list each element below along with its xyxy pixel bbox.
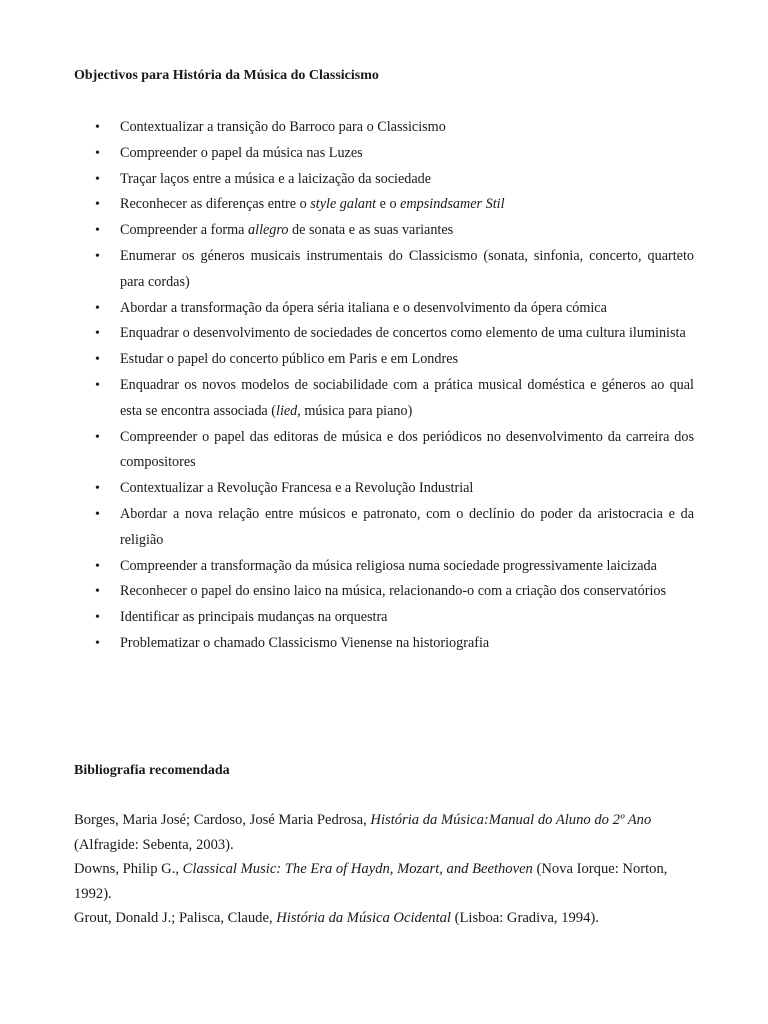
bullet-icon: • [95,171,100,187]
text-segment: Enquadrar o desenvolvimento de sociedades de concertos como elemento de uma cultura iluminista [120,325,686,342]
bullet-icon: • [95,248,100,264]
bullet-icon: • [95,300,100,316]
text-segment: Enquadrar os novos modelos de sociabilidade com a prática musical doméstica e géneros ao qual esta se encontra associada ( [120,376,694,419]
italic-text: História da Música:Manual do Aluno do 2º Ano [370,812,652,828]
text-segment: Grout, Donald J.; Palisca, Claude, [74,910,277,926]
objective-item [0,579,768,605]
text-segment: Contextualizar a transição do Barroco para o Classicismo [120,119,446,135]
objective-item [0,167,768,193]
objective-item [0,605,768,631]
bullet-icon: • [95,352,100,368]
text-segment: Downs, Philip G., [74,861,183,877]
text-segment: Borges, Maria José; Cardoso, José Maria Pedrosa, [74,812,371,828]
text-segment: (Nova Iorque: Norton, 1992). [74,861,668,902]
bullet-icon: • [95,584,100,600]
bibliography-entry [74,857,699,906]
text-segment: Enumerar os géneros musicais instrumentais do Classicismo (sonata, sinfonia, concerto, quarteto para cordas) [120,247,694,290]
text-segment: Abordar a nova relação entre músicos e patronato, com o declínio do poder da aristocracia e da religião [120,505,694,548]
text-segment: Identificar as principais mudanças na orquestra [120,609,388,626]
text-segment: Contextualizar a Revolução Francesa e a Revolução Industrial [120,480,474,497]
text-segment: Problematizar o chamado Classicismo Vienense na historiografia [120,634,490,651]
text-segment: Traçar laços entre a música e a laicização da sociedade [120,170,432,187]
text-segment: Compreender o papel das editoras de música e dos periódicos no desenvolvimento da carreira dos compositores [120,428,694,471]
bullet-icon: • [95,506,100,522]
bullet-icon: • [95,326,100,342]
objective-item [0,502,768,554]
objective-item [0,554,768,580]
objective-item [0,631,768,657]
bullet-icon: • [95,120,100,135]
italic-text: lied [276,402,298,419]
bibliography-list [74,808,699,931]
text-segment: Abordar a transformação da ópera séria italiana e o desenvolvimento da ópera cómica [120,299,607,316]
objective-item [0,373,768,425]
text-segment: Reconhecer o papel do ensino laico na música, relacionando-o com a criação dos conservatórios [120,583,667,600]
bibliography-entry [74,808,699,857]
objective-item [0,192,768,218]
objective-item [0,218,768,244]
bullet-icon: • [95,558,100,574]
objective-item [0,476,768,502]
objective-item [0,141,768,167]
text-segment: Compreender a forma [120,222,249,239]
bullet-icon: • [95,429,100,445]
objectives-list [0,115,768,657]
italic-text: allegro [248,222,289,239]
bibliography-heading: Bibliografia recomendada [74,763,230,778]
bullet-icon: • [95,635,100,651]
text-segment: Compreender a transformação da música religiosa numa sociedade progressivamente laicizada [120,557,657,574]
objective-item [0,296,768,322]
text-segment: Compreender o papel da música nas Luzes [120,144,363,161]
bullet-icon: • [95,197,100,213]
objectives-heading: Objectivos para História da Música do Classicismo [74,68,379,83]
italic-text: Classical Music: The Era of Haydn, Mozart, and Beethoven [182,861,533,877]
text-segment: de sonata e as suas variantes [288,222,454,239]
objective-item [0,347,768,373]
objective-item [0,425,768,477]
text-segment: e o [376,196,401,213]
bullet-icon: • [95,610,100,626]
bullet-icon: • [95,377,100,393]
text-segment: , música para piano) [297,402,413,419]
bullet-icon: • [95,145,100,161]
bullet-icon: • [95,223,100,239]
text-segment: Reconhecer as diferenças entre o [120,196,311,213]
objective-item [0,244,768,296]
italic-text: empsindsamer Stil [400,196,505,213]
objective-item [0,321,768,347]
text-segment: (Alfragide: Sebenta, 2003). [74,836,234,853]
text-segment: Estudar o papel do concerto público em Paris e em Londres [120,351,459,368]
objective-item [0,115,768,141]
italic-text: style galant [310,196,377,213]
italic-text: História da Música Ocidental [276,910,451,926]
text-segment: (Lisboa: Gradiva, 1994). [450,910,599,926]
bullet-icon: • [95,481,100,497]
bibliography-entry [74,906,699,931]
